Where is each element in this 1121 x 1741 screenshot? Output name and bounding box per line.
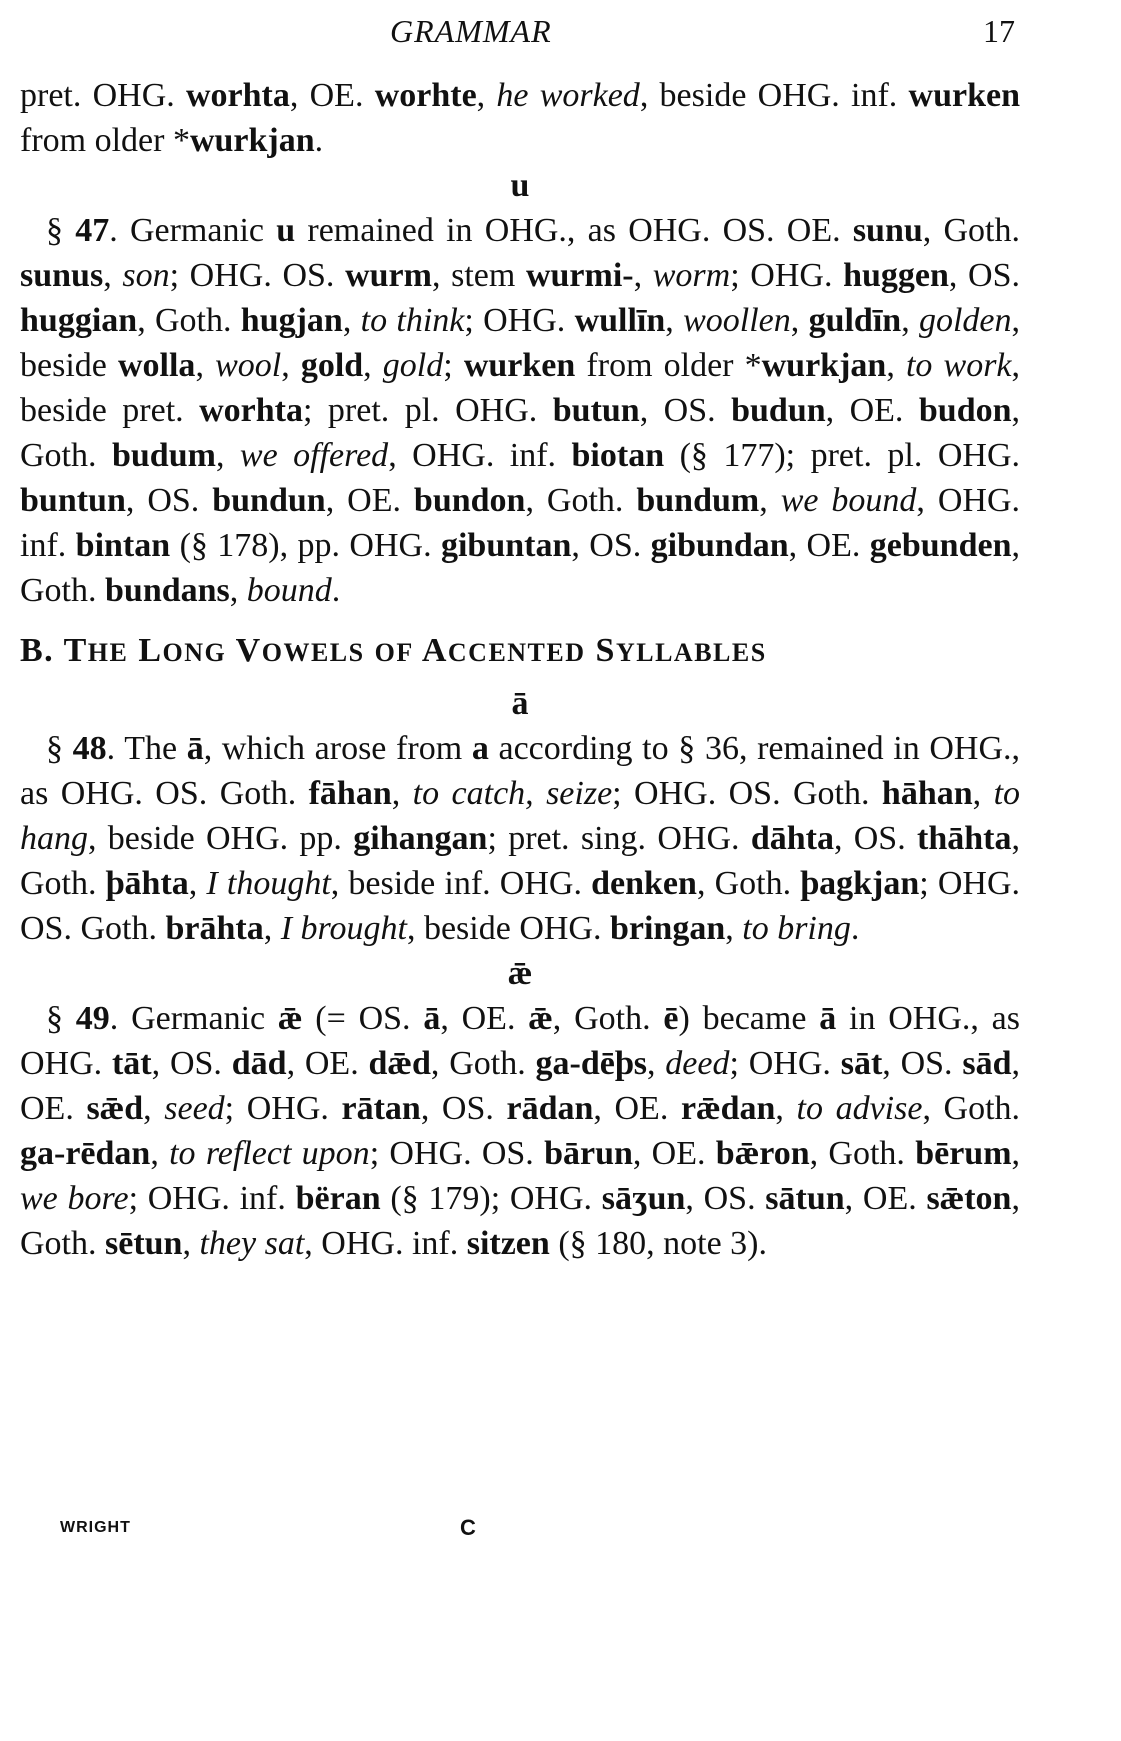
bold-form: brāhta bbox=[165, 910, 264, 947]
bold-form: ǣ bbox=[528, 1000, 553, 1037]
bold-form: guldīn bbox=[808, 302, 902, 339]
bold-form: hugjan bbox=[240, 302, 343, 339]
bold-form: sāʒun bbox=[601, 1180, 686, 1217]
bold-form: ē bbox=[663, 1000, 679, 1037]
bold-form: sǣton bbox=[926, 1180, 1012, 1217]
bold-form: dāhta bbox=[750, 820, 834, 857]
section-letter: B. bbox=[20, 632, 55, 669]
section-title-word: THE bbox=[63, 632, 129, 669]
bold-form: rǣdan bbox=[680, 1090, 776, 1127]
bold-form: bērum bbox=[915, 1135, 1012, 1172]
bold-form: sād bbox=[962, 1045, 1012, 1082]
section-title bbox=[64, 632, 767, 669]
bold-form: 48 bbox=[72, 730, 107, 767]
bold-form: bundun bbox=[212, 482, 326, 519]
bold-form: wurm bbox=[345, 257, 432, 294]
section-48-paragraph: § 48. The ā, which arose from a according to § 36, remained in OHG., as OHG. OS. Goth. fāhan, to catch, seize; OHG. OS. Goth. hāhan, to hang, beside OHG. pp. gihangan; pret. sing. OHG. dāhta, OS. thāhta, Goth. þāhta, I thought, beside inf. OHG. denken, Goth. þagkjan; OHG. OS. Goth. brāhta, I brought, beside OHG. bringan, to bring. bbox=[20, 730, 1021, 947]
bold-form: dǣd bbox=[368, 1045, 431, 1082]
bold-form: ā bbox=[423, 1000, 441, 1037]
bold-form: sātun bbox=[765, 1180, 845, 1217]
bold-form: wurken bbox=[463, 347, 576, 384]
bold-form: bundans bbox=[105, 572, 230, 609]
italic-gloss: we bound bbox=[780, 482, 917, 519]
italic-gloss: gold bbox=[382, 347, 444, 384]
bold-form: gihangan bbox=[353, 820, 488, 857]
section-title-word: SYLLABLES bbox=[595, 632, 767, 669]
bold-form: huggen bbox=[843, 257, 949, 294]
italic-gloss: golden bbox=[918, 302, 1012, 339]
bold-form: wurmi- bbox=[525, 257, 634, 294]
italic-gloss: to advise bbox=[796, 1090, 923, 1127]
bold-form: 47 bbox=[75, 212, 110, 249]
bold-form: butun bbox=[552, 392, 640, 429]
bold-form: ga-rēdan bbox=[20, 1135, 151, 1172]
bold-form: sētun bbox=[105, 1225, 183, 1262]
italic-gloss: we bore bbox=[20, 1180, 129, 1217]
section-49-paragraph: § 49. Germanic ǣ (= OS. ā, OE. ǣ, Goth. ē) became ā in OHG., as OHG. tāt, OS. dād, OE. dǣd, Goth. ga-dēþs, deed; OHG. sāt, OS. sād, OE. sǣd, seed; OHG. rātan, OS. rādan, OE. rǣdan, to advise, Goth. ga-rēdan, to reflect upon; OHG. OS. bārun, OE. bǣron, Goth. bērum, we bore; OHG. inf. bëran (§ 179); OHG. sāʒun, OS. sātun, OE. sǣton, Goth. sētun, they sat, OHG. inf. sitzen (§ 180, note 3). bbox=[20, 1000, 1021, 1262]
bold-form: thāhta bbox=[917, 820, 1012, 857]
bold-form: ā bbox=[186, 730, 204, 767]
italic-gloss: to think bbox=[360, 302, 465, 339]
section-title-word: LONG bbox=[138, 632, 227, 669]
italic-gloss: wool bbox=[215, 347, 282, 384]
bold-form: worhta bbox=[199, 392, 304, 429]
bold-form: gibundan bbox=[650, 527, 789, 564]
italic-gloss: seed bbox=[164, 1090, 225, 1127]
bold-form: rātan bbox=[341, 1090, 421, 1127]
bold-form: sitzen bbox=[466, 1225, 550, 1262]
bold-form: bundum bbox=[636, 482, 760, 519]
bold-form: hāhan bbox=[881, 775, 973, 812]
italic-gloss: worm bbox=[652, 257, 731, 294]
bold-form: ga-dēþs bbox=[535, 1045, 647, 1082]
running-head bbox=[0, 6, 1121, 56]
bold-form: worhte bbox=[374, 77, 477, 114]
bold-form: sunus bbox=[20, 257, 104, 294]
bold-form: denken bbox=[591, 865, 697, 902]
running-title: GRAMMAR bbox=[390, 13, 552, 49]
bold-form: bārun bbox=[544, 1135, 633, 1172]
italic-gloss: son bbox=[122, 257, 170, 294]
bold-form: rādan bbox=[506, 1090, 594, 1127]
bold-form: wurken bbox=[908, 77, 1021, 114]
italic-gloss: deed bbox=[665, 1045, 730, 1082]
bold-form: huggian bbox=[20, 302, 138, 339]
italic-gloss: woollen bbox=[683, 302, 791, 339]
bold-form: dād bbox=[231, 1045, 287, 1082]
section-title-word: VOWELS bbox=[235, 632, 365, 669]
italic-gloss: to bring bbox=[742, 910, 851, 947]
page-footer bbox=[0, 1508, 1121, 1548]
italic-gloss: we offered bbox=[239, 437, 389, 474]
bold-form: bintan bbox=[75, 527, 171, 564]
italic-gloss: to catch, seize bbox=[412, 775, 613, 812]
bold-form: þāhta bbox=[105, 865, 189, 902]
bold-form: gold bbox=[300, 347, 364, 384]
bold-form: wurkjan bbox=[189, 122, 315, 159]
page-number: 17 bbox=[983, 13, 1015, 49]
bold-form: bëran bbox=[295, 1180, 381, 1217]
bold-form: ǣ bbox=[277, 1000, 303, 1037]
page-body bbox=[20, 73, 1020, 1266]
italic-gloss: I thought bbox=[206, 865, 331, 902]
bold-form: þagkjan bbox=[800, 865, 920, 902]
italic-gloss: I brought bbox=[280, 910, 407, 947]
bold-form: wolla bbox=[117, 347, 196, 384]
section-title-word: ACCENTED bbox=[421, 632, 586, 669]
bold-form: budun bbox=[731, 392, 826, 429]
bold-form: 49 bbox=[75, 1000, 110, 1037]
italic-gloss: bound bbox=[246, 572, 332, 609]
bold-form: budum bbox=[111, 437, 216, 474]
bold-form: sǣd bbox=[86, 1090, 144, 1127]
bold-form: fāhan bbox=[308, 775, 392, 812]
section-47-paragraph: § 47. Germanic u remained in OHG., as OHG. OS. OE. sunu, Goth. sunus, son; OHG. OS. wurm, stem wurmi-, worm; OHG. huggen, OS. huggian, Goth. hugjan, to think; OHG. wullīn, woollen, guldīn, golden, beside wolla, wool, gold, gold; wurken from older *wurkjan, to work, beside pret. worhta; pret. pl. OHG. butun, OS. budun, OE. budon, Goth. budum, we offered, OHG. inf. biotan (§ 177); pret. pl. OHG. buntun, OS. bundun, OE. bundon, Goth. bundum, we bound, OHG. inf. bintan (§ 178), pp. OHG. gibuntan, OS. gibundan, OE. gebunden, Goth. bundans, bound. bbox=[20, 212, 1021, 609]
intro-paragraph: pret. OHG. worhta, OE. worhte, he worked, beside OHG. inf. wurken from older *wurkjan. bbox=[20, 77, 1021, 159]
vowel-heading-ae-long: ǣ bbox=[507, 955, 533, 992]
bold-form: worhta bbox=[186, 77, 290, 114]
bold-form: a bbox=[471, 730, 489, 767]
section-title-word: OF bbox=[374, 638, 414, 667]
bold-form: budon bbox=[918, 392, 1012, 429]
italic-gloss: to work bbox=[905, 347, 1012, 384]
italic-gloss: to reflect upon bbox=[169, 1135, 370, 1172]
bold-form: bǣron bbox=[715, 1135, 810, 1172]
bold-form: biotan bbox=[571, 437, 665, 474]
footer-sheet-mark: C bbox=[460, 1515, 476, 1540]
italic-gloss: to hang bbox=[20, 775, 1021, 857]
vowel-heading-a-long: ā bbox=[511, 685, 529, 722]
bold-form: buntun bbox=[20, 482, 126, 519]
bold-form: sunu bbox=[852, 212, 923, 249]
bold-form: gibuntan bbox=[440, 527, 572, 564]
bold-form: gebunden bbox=[869, 527, 1012, 564]
bold-form: tāt bbox=[111, 1045, 152, 1082]
vowel-heading-u: u bbox=[510, 167, 530, 204]
bold-form: sāt bbox=[840, 1045, 883, 1082]
section-heading-long-vowels bbox=[20, 623, 1020, 681]
italic-gloss: he worked bbox=[496, 77, 640, 114]
bold-form: bringan bbox=[609, 910, 726, 947]
italic-gloss: they sat bbox=[199, 1225, 305, 1262]
bold-form: ā bbox=[819, 1000, 837, 1037]
bold-form: wurkjan bbox=[761, 347, 887, 384]
bold-form: bundon bbox=[413, 482, 526, 519]
bold-form: u bbox=[276, 212, 296, 249]
bold-form: wullīn bbox=[574, 302, 666, 339]
footer-signature: WRIGHT bbox=[60, 1519, 131, 1536]
